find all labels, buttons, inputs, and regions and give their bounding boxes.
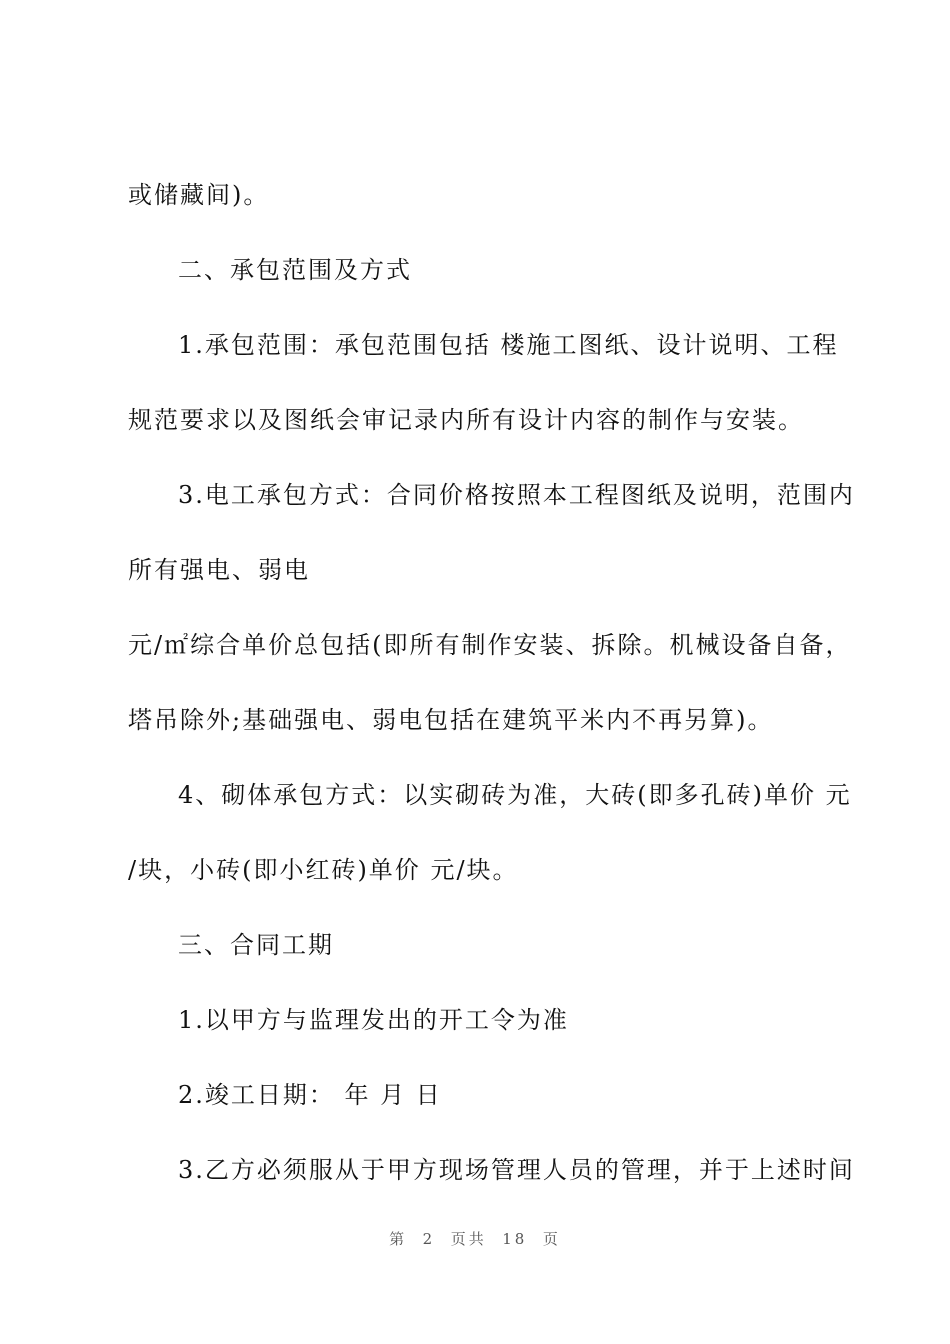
- paragraph-line: 或储藏间)。: [128, 181, 270, 209]
- section-heading: 二、承包范围及方式: [178, 256, 412, 284]
- section-heading: 三、合同工期: [178, 931, 334, 959]
- paragraph-line: 所有强电、弱电: [128, 556, 310, 584]
- paragraph-line: 3.电工承包方式：合同价格按照本工程图纸及说明，范围内: [178, 481, 855, 509]
- paragraph-line: 4、砌体承包方式：以实砌砖为准，大砖(即多孔砖)单价 元: [178, 781, 852, 809]
- paragraph-line: 塔吊除外;基础强电、弱电包括在建筑平米内不再另算)。: [128, 706, 774, 734]
- paragraph-line: 1.承包范围：承包范围包括 楼施工图纸、设计说明、工程: [178, 331, 839, 359]
- paragraph-line: 规范要求以及图纸会审记录内所有设计内容的制作与安装。: [128, 406, 804, 434]
- paragraph-line: 3.乙方必须服从于甲方现场管理人员的管理，并于上述时间: [178, 1156, 855, 1184]
- paragraph-line: 2.竣工日期： 年 月 日: [178, 1081, 442, 1109]
- paragraph-line: 元/㎡综合单价总包括(即所有制作安装、拆除。机械设备自备，: [128, 631, 852, 659]
- paragraph-line: 1.以甲方与监理发出的开工令为准: [178, 1006, 569, 1034]
- paragraph-line: /块，小砖(即小红砖)单价 元/块。: [128, 856, 519, 884]
- page-footer: 第 2 页共 18 页: [389, 1230, 561, 1248]
